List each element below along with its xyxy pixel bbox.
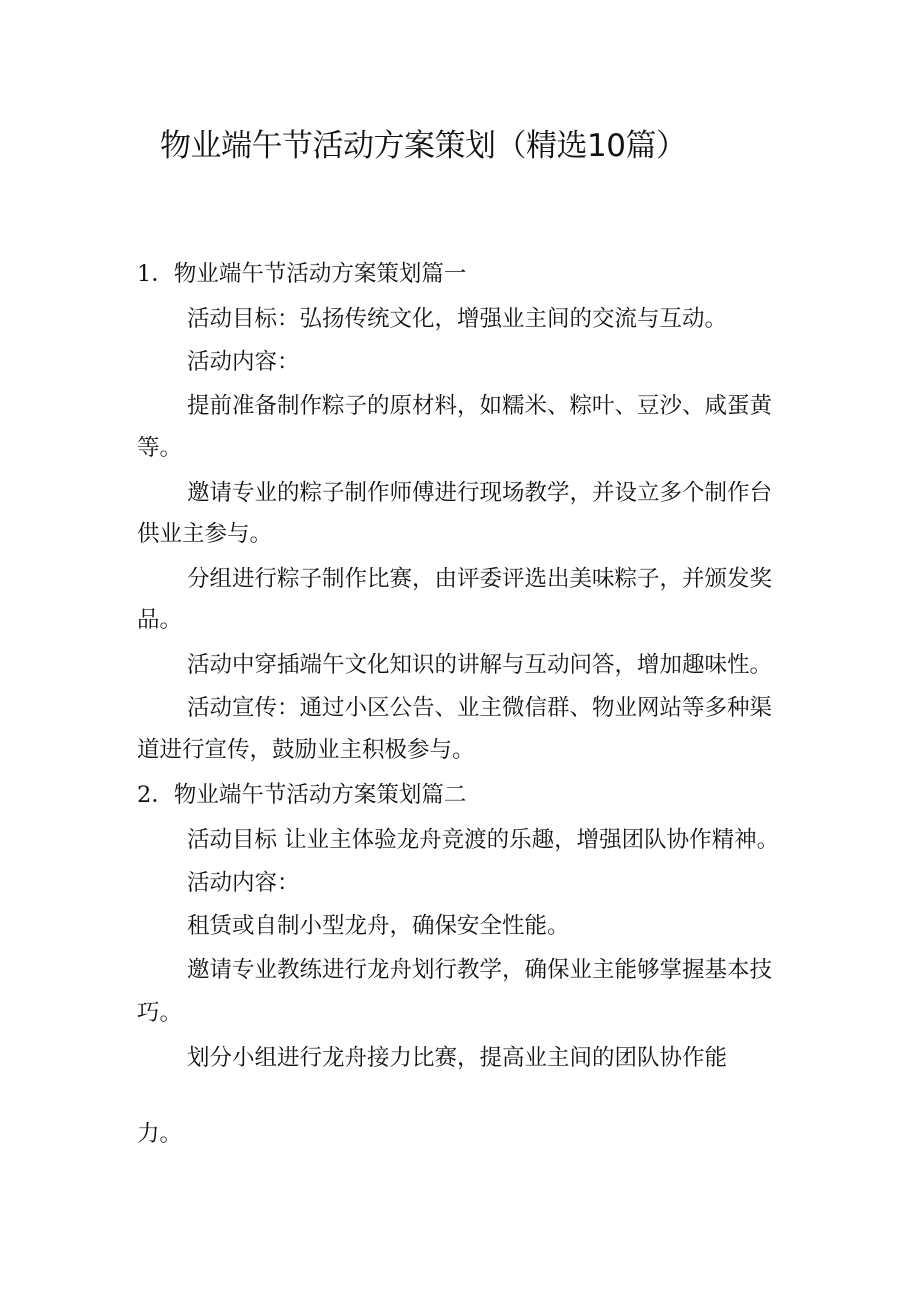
- paragraph-line: 活动中穿插端午文化知识的讲解与互动问答，增加趣味性。: [187, 652, 773, 678]
- paragraph-continuation: 供业主参与。: [137, 521, 273, 547]
- document-title: 物业端午节活动方案策划（精选10篇）: [160, 128, 687, 164]
- paragraph-continuation: 品。: [137, 607, 183, 633]
- paragraph-continuation: 力。: [137, 1121, 183, 1147]
- paragraph-line: 活动目标：弘扬传统文化，增强业主间的交流与互动。: [187, 306, 728, 332]
- section-heading-1: 1．物业端午节活动方案策划篇一: [137, 261, 467, 287]
- paragraph-line: 划分小组进行龙舟接力比赛，提高业主间的团队协作能: [187, 1045, 728, 1071]
- paragraph-line: 邀请专业教练进行龙舟划行教学，确保业主能够掌握基本技: [187, 957, 773, 983]
- paragraph-line: 活动内容：: [187, 870, 300, 896]
- paragraph-line: 邀请专业的粽子制作师傅进行现场教学，并设立多个制作台: [187, 480, 773, 506]
- paragraph-continuation: 巧。: [137, 1000, 183, 1026]
- paragraph-line: 提前准备制作粽子的原材料，如糯米、粽叶、豆沙、咸蛋黄: [187, 393, 773, 419]
- paragraph-line: 活动目标 让业主体验龙舟竞渡的乐趣，增强团队协作精神。: [187, 827, 780, 853]
- paragraph-line: 活动内容：: [187, 349, 300, 375]
- section-heading-2: 2．物业端午节活动方案策划篇二: [137, 782, 467, 808]
- paragraph-continuation: 道进行宣传，鼓励业主积极参与。: [137, 737, 475, 763]
- paragraph-line: 租赁或自制小型龙舟，确保安全性能。: [187, 913, 570, 939]
- paragraph-line: 分组进行粽子制作比赛，由评委评选出美味粽子，并颁发奖: [187, 566, 773, 592]
- paragraph-continuation: 等。: [137, 435, 183, 461]
- paragraph-line: 活动宣传：通过小区公告、业主微信群、物业网站等多种渠: [187, 695, 773, 721]
